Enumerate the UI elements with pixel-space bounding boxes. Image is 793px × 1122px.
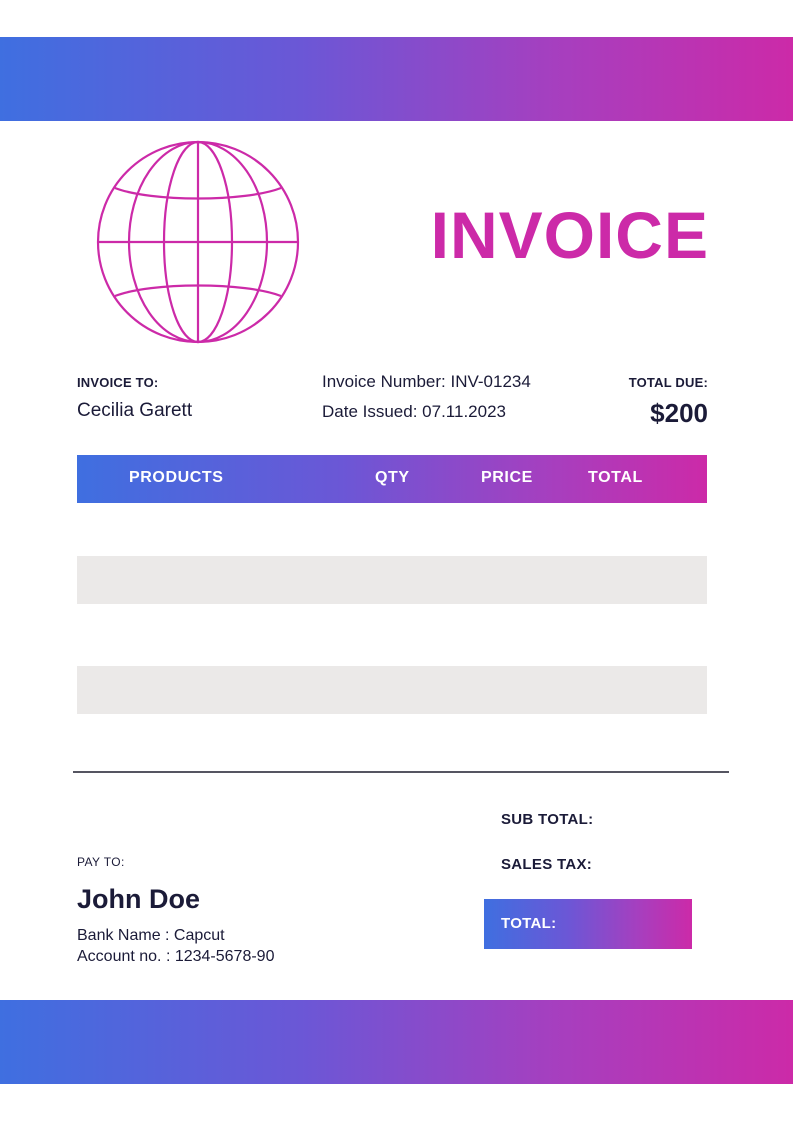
pay-to-account: Account no. : 1234-5678-90	[77, 948, 275, 965]
column-header-total: TOTAL	[588, 469, 643, 486]
page-title: INVOICE	[430, 198, 709, 272]
invoice-to-label: INVOICE TO:	[77, 375, 159, 390]
pay-to-name: John Doe	[77, 884, 201, 914]
sales-tax-label: SALES TAX:	[501, 856, 593, 873]
globe-icon	[96, 140, 300, 344]
column-header-price: PRICE	[481, 469, 533, 486]
pay-to-bank: Bank Name : Capcut	[77, 927, 225, 944]
total-box	[484, 899, 692, 949]
pay-to-label: PAY TO:	[77, 855, 125, 869]
column-header-products: PRODUCTS	[129, 469, 224, 486]
table-row[interactable]	[77, 666, 707, 714]
invoice-to-name: Cecilia Garett	[77, 400, 193, 421]
total-label: TOTAL:	[501, 915, 557, 932]
total-due-value: $200	[650, 398, 708, 428]
date-issued: Date Issued: 07.11.2023	[322, 402, 506, 421]
column-header-qty: QTY	[375, 469, 410, 486]
section-divider	[73, 771, 729, 773]
top-gradient-bar	[0, 37, 793, 121]
sub-total-label: SUB TOTAL:	[501, 811, 594, 828]
products-table-header	[77, 455, 707, 503]
bottom-gradient-bar	[0, 1000, 793, 1084]
total-due-label: TOTAL DUE:	[628, 375, 708, 390]
invoice-number: Invoice Number: INV-01234	[322, 372, 531, 391]
table-row[interactable]	[77, 556, 707, 604]
